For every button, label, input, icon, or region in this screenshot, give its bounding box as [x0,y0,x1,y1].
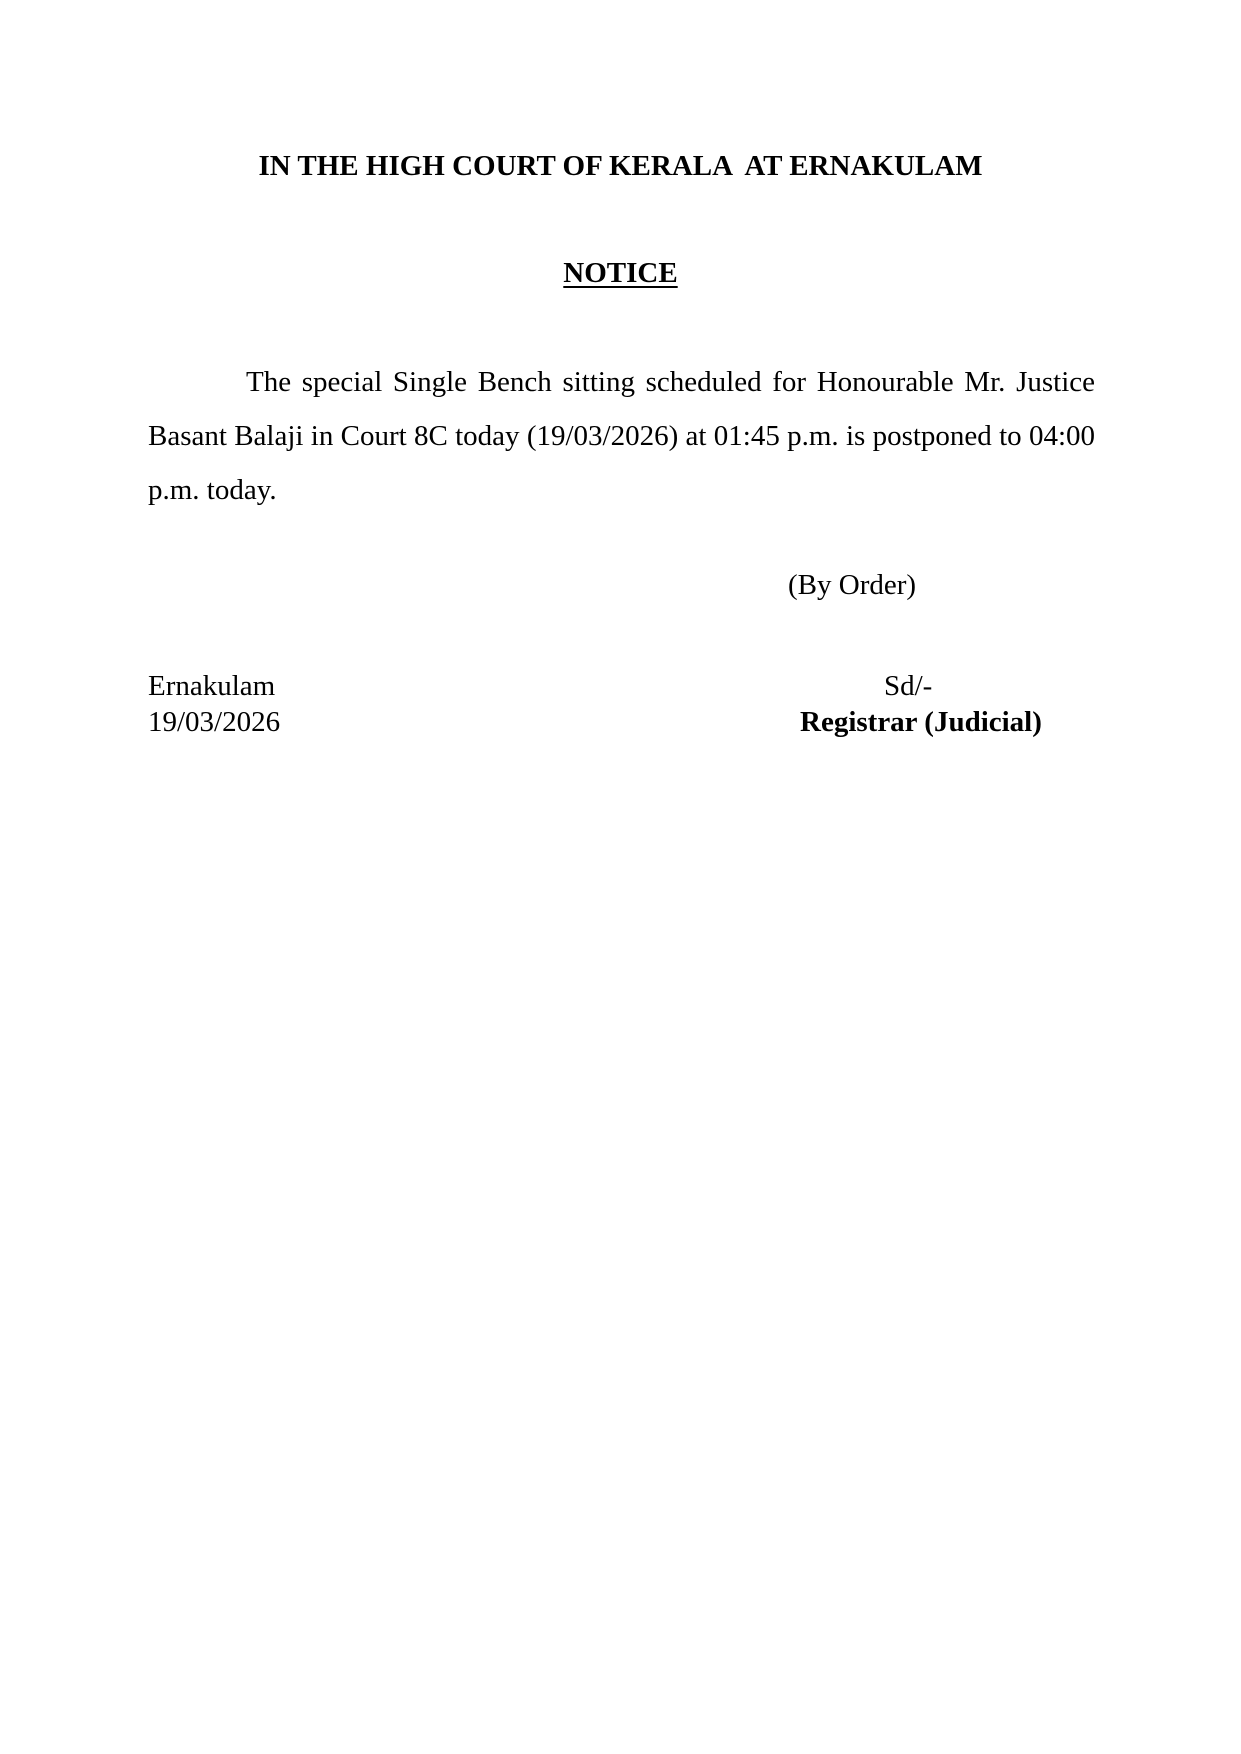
notice-heading: NOTICE [563,257,678,289]
signed-mark: Sd/- [884,670,933,702]
notice-body-paragraph: The special Single Bench sitting scheduled for Honourable Mr. Justice Basant Balaji in Court 8C today (19/03/2026) at 01:45 p.m. is postponed to 04:00 p.m. today. [148,366,1095,506]
court-title: IN THE HIGH COURT OF KERALA AT ERNAKULAM [258,150,983,182]
signatory-title: Registrar (Judicial) [800,706,1042,738]
issue-place: Ernakulam [148,670,276,702]
issue-date: 19/03/2026 [148,706,281,738]
by-order-text: (By Order) [788,569,917,601]
